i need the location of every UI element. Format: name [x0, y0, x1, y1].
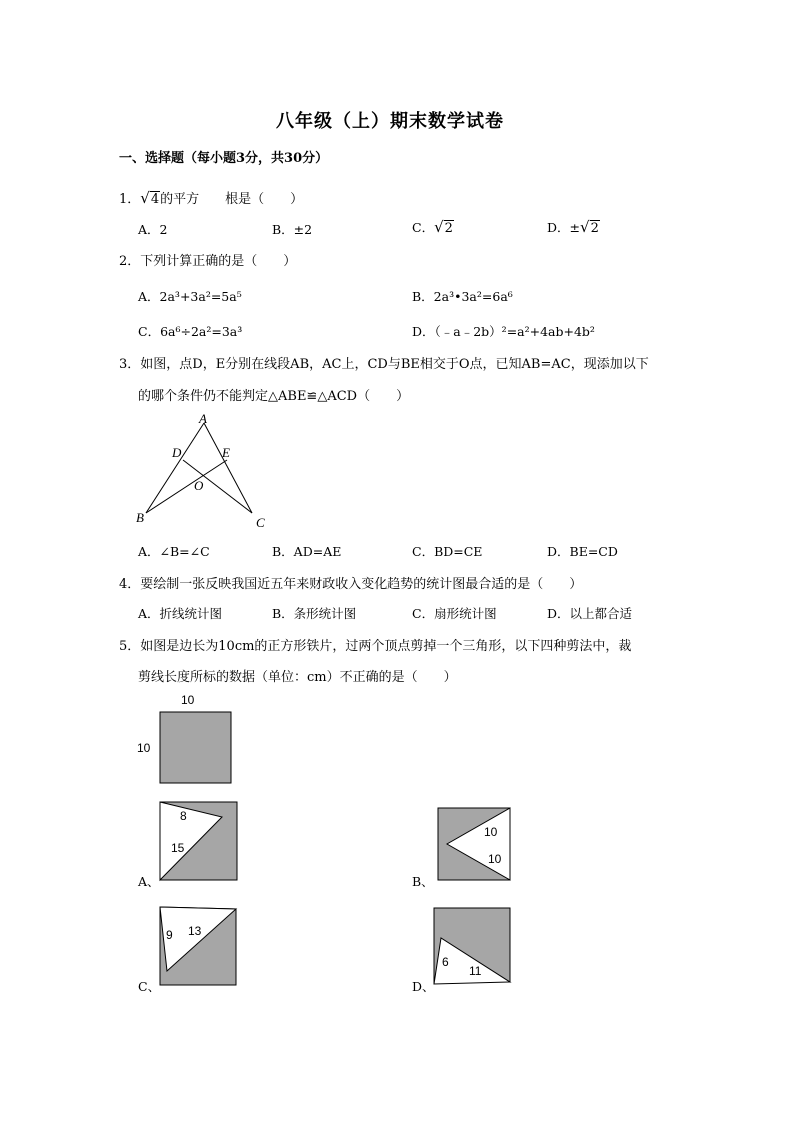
point-label-c: C [256, 515, 265, 530]
point-label-b: B [136, 510, 144, 525]
q3-option-b: B．AD=AE [272, 544, 342, 559]
section-heading: 一、选择题（每小题3分，共30分） [119, 151, 329, 166]
point-label-d: D [172, 445, 182, 460]
question-3-line1: 3．如图，点D，E分别在线段AB，AC上，CD与BE相交于O点，已知AB=AC，现添加以下 [119, 357, 649, 372]
question-5-line1: 5．如图是边长为10cm的正方形铁片，过两个顶点剪掉一个三角形，以下四种剪法中，裁 [119, 639, 632, 654]
q2-option-c: C．6a⁶÷2a²=3a³ [138, 324, 243, 339]
q5-option-b-label: B、 [412, 874, 434, 889]
triangle-figure [130, 405, 280, 535]
cut-length-2: 15 [171, 841, 185, 855]
question-number: 1． [119, 192, 141, 207]
question-3-line2: 的哪个条件仍不能判定△ABE≌△ACD（ ） [138, 389, 410, 404]
point-label-a: A [199, 411, 207, 426]
q1-option-d: D．±√2 [547, 218, 599, 236]
q2-option-b: B．2a³•3a²=6a⁶ [412, 289, 513, 304]
q5-option-c-label: C、 [138, 979, 161, 994]
cut-length-2: 10 [488, 852, 502, 866]
cut-length-1: 9 [166, 928, 173, 942]
cut-length-2: 11 [469, 964, 482, 978]
q3-option-c: C．BD=CE [412, 544, 483, 559]
q4-option-b: B．条形统计图 [272, 606, 357, 621]
q5-figure-c [158, 905, 238, 987]
square-top-length: 10 [181, 693, 195, 707]
q2-option-a: A．2a³+3a²=5a⁵ [138, 289, 242, 304]
point-label-e: E [222, 445, 230, 460]
question-1-stem: 1．√4的平方 根是（ ） [119, 189, 304, 207]
q5-option-a-label: A、 [138, 874, 160, 889]
q3-option-d: D．BE=CD [547, 544, 618, 559]
q4-option-a: A．折线统计图 [138, 606, 223, 621]
q3-option-a: A．∠B=∠C [138, 544, 210, 559]
q1-option-a: A．2 [138, 222, 168, 237]
question-2-stem: 2．下列计算正确的是（ ） [119, 254, 297, 269]
q5-option-d-label: D、 [412, 979, 435, 994]
q2-option-d: D．（﹣a﹣2b）²=a²+4ab+4b² [412, 324, 595, 339]
q4-option-d: D．以上都合适 [547, 606, 633, 621]
q1-option-b: B．±2 [272, 222, 313, 237]
cut-length-1: 8 [180, 809, 187, 823]
cut-length-1: 10 [484, 825, 498, 839]
cut-length-2: 13 [188, 924, 202, 938]
square-figure [130, 690, 240, 790]
q5-figure-a [158, 800, 240, 885]
q5-figure-d [432, 906, 512, 988]
point-label-o: O [194, 478, 204, 493]
sqrt-expression: √4 [140, 189, 160, 207]
cut-length-1: 6 [442, 955, 449, 969]
square-left-length: 10 [137, 741, 151, 755]
q4-option-c: C．扇形统计图 [412, 606, 497, 621]
q1-option-c: C．√2 [412, 218, 453, 236]
question-5-line2: 剪线长度所标的数据（单位：cm）不正确的是（ ） [138, 670, 457, 685]
page-title: 八年级（上）期末数学试卷 [276, 111, 504, 132]
q5-figure-b [436, 806, 514, 884]
question-4-stem: 4．要绘制一张反映我国近五年来财政收入变化趋势的统计图最合适的是（ ） [119, 577, 583, 592]
